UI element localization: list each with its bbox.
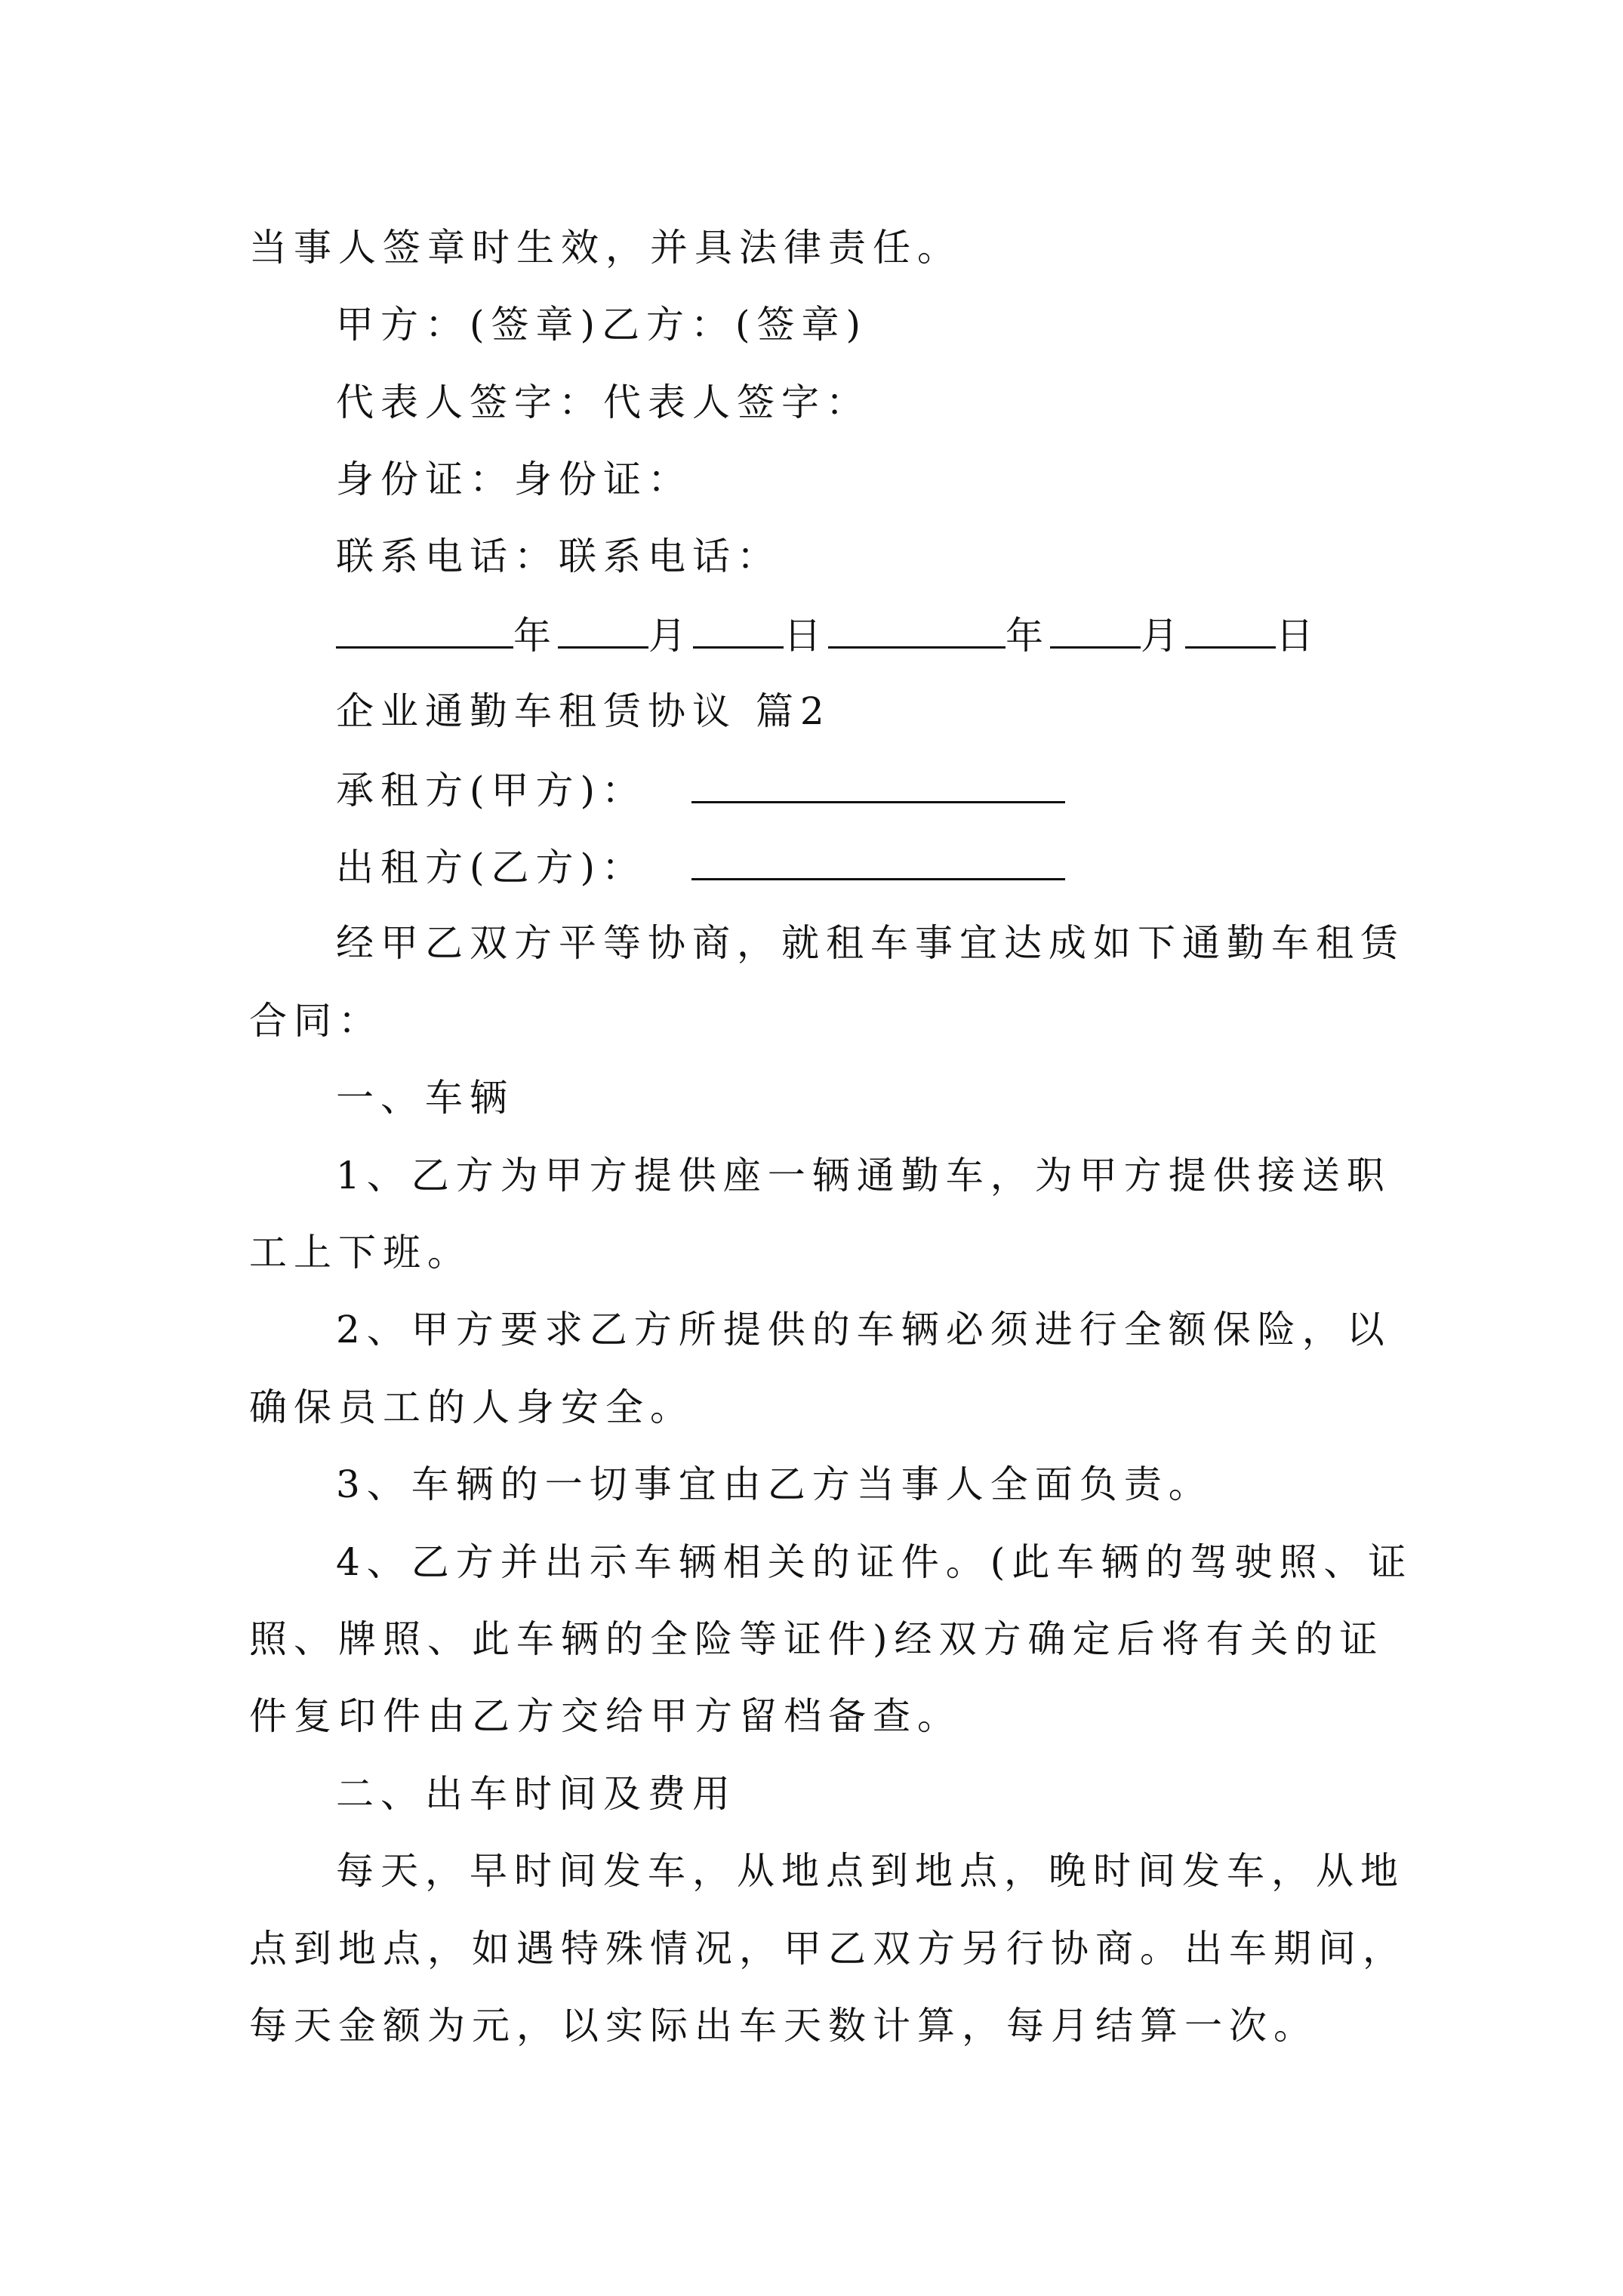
section-title: 企业通勤车租赁协议 篇2 <box>336 689 831 733</box>
day-label: 日 <box>1276 614 1320 658</box>
month-label: 月 <box>1141 614 1185 658</box>
lessee-label: 承租方(甲方)： <box>336 769 647 812</box>
lessee-line <box>336 766 1065 813</box>
paragraph-line: 经甲乙双方平等协商，就租车事宜达成如下通勤车租赁 <box>336 921 1405 965</box>
paragraph-line: 合同： <box>249 999 383 1043</box>
signature-party-line: 甲方：(签章)乙方：(签章) <box>336 303 868 347</box>
year-label: 年 <box>1006 614 1050 658</box>
paragraph-line: 件复印件由乙方交给甲方留档备查。 <box>249 1694 962 1738</box>
representative-signature-line: 代表人签字：代表人签字： <box>336 381 870 424</box>
paragraph-line: 2、甲方要求乙方所提供的车辆必须进行全额保险，以 <box>336 1308 1391 1351</box>
paragraph-line: 3、车辆的一切事宜由乙方当事人全面负责。 <box>336 1462 1213 1506</box>
lessor-blank <box>691 843 1065 880</box>
paragraph-line: 工上下班。 <box>249 1231 472 1274</box>
day-blank <box>693 612 784 649</box>
month-blank <box>1050 612 1141 649</box>
lessee-blank <box>691 766 1065 803</box>
section-heading: 一、车辆 <box>336 1076 514 1120</box>
paragraph-line: 照、牌照、此车辆的全险等证件)经双方确定后将有关的证 <box>249 1617 1384 1661</box>
lessor-label: 出租方(乙方)： <box>336 846 647 889</box>
section-heading: 二、出车时间及费用 <box>336 1772 737 1816</box>
paragraph-line: 1、乙方为甲方提供座一辆通勤车，为甲方提供接送职 <box>336 1154 1391 1197</box>
paragraph-line: 当事人签章时生效，并具法律责任。 <box>249 226 962 270</box>
lessor-line <box>336 843 1065 890</box>
paragraph-line: 每天，早时间发车，从地点到地点，晚时间发车，从地 <box>336 1849 1405 1893</box>
year-blank <box>828 612 1006 649</box>
year-label: 年 <box>513 614 558 658</box>
month-blank <box>558 612 648 649</box>
paragraph-line: 确保员工的人身安全。 <box>249 1385 694 1429</box>
paragraph-line: 4、乙方并出示车辆相关的证件。(此车辆的驾驶照、证 <box>336 1540 1413 1584</box>
phone-line: 联系电话：联系电话： <box>336 535 781 578</box>
day-blank <box>1185 612 1276 649</box>
day-label: 日 <box>784 614 828 658</box>
id-card-line: 身份证：身份证： <box>336 458 692 501</box>
paragraph-line: 每天金额为元，以实际出车天数计算，每月结算一次。 <box>249 2004 1318 2048</box>
paragraph-line: 点到地点，如遇特殊情况，甲乙双方另行协商。出车期间， <box>249 1927 1407 1971</box>
date-line <box>336 612 1320 658</box>
year-blank <box>336 612 513 649</box>
month-label: 月 <box>648 614 693 658</box>
